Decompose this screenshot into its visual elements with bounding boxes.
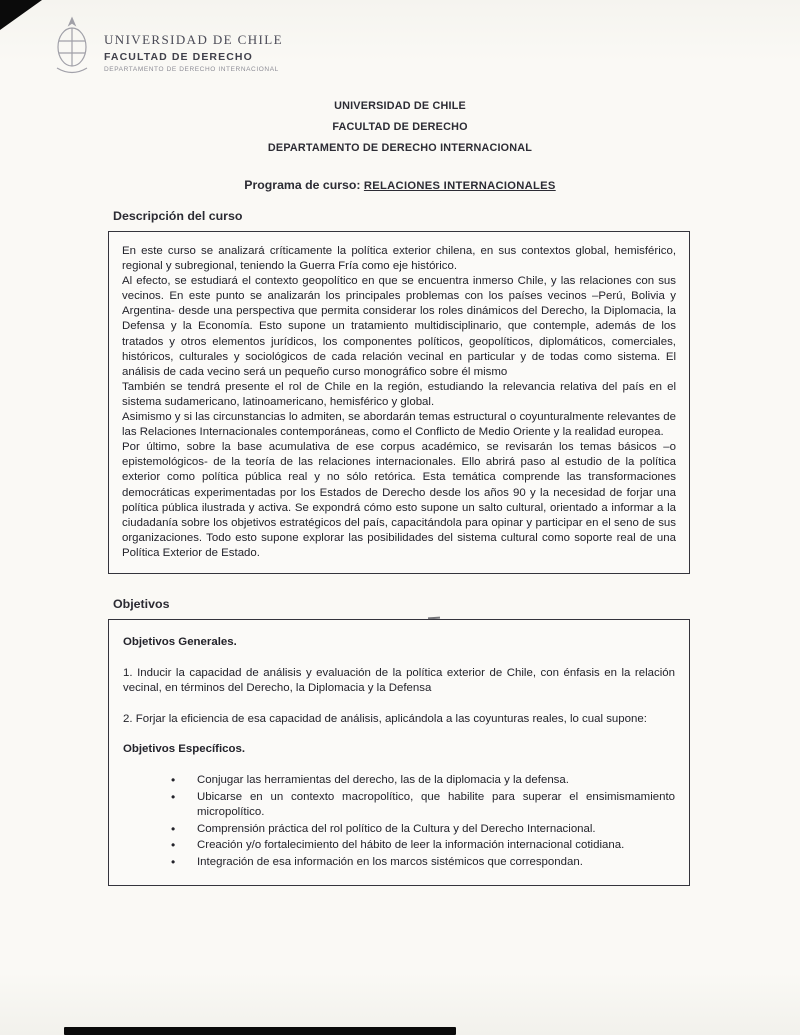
description-paragraph: En este curso se analizará críticamente la política exterior chilena, en sus contextos global, hemisférico, regional y subregional, teniendo la Guerra Fría como eje histórico. — [122, 245, 676, 273]
header-university: UNIVERSIDAD DE CHILE — [334, 100, 466, 112]
description-paragraph: Al efecto, se estudiará el contexto geopolítico en que se encuentra inmerso Chile, y las relaciones con sus vecinos. En este punto se analizarán los principales problemas con los países vecinos –Perú, Bolivia y Argentina- desde una perspectiva que permita considerar los roles dinámicos del Derecho, la Diplomacia, la Defensa y la Economía. Esto supone un tratamiento multidisciplinario, que contemple, además de los tratados y otros elementos jurídicos, los componentes políticos, geopolíticos, diplomáticos, comerciales, históricos, culturales y sociológicos de cada relación vecinal en particular y de todas como sistema. El análisis de cada vecino será un pequeño curso monográfico sobre él mismo — [122, 275, 676, 378]
scan-bottom-artifact — [64, 1027, 456, 1035]
letterhead-department: DEPARTAMENTO DE DERECHO INTERNACIONAL — [104, 66, 279, 73]
description-paragraph: Por último, sobre la base acumulativa de ese corpus académico, se revisarán los temas básicos –o epistemológicos- de la teoría de las relaciones internacionales. Ello abrirá paso al estudio de la política exterior como política pública real y no sólo retórica. Esta temática comprende las transformaciones democráticas experimentadas por los Estados de Derecho desde los años 90 y la necesidad de forjar una política pública ilustrada y activa. Se expondrá cómo esto supone un salto cultural, orientado a informar a la ciudadanía sobre los objetivos estratégicos del país, capacitándola para opinar y participar en el seno de sus organizaciones. Todo esto supone explorar las posibilidades del sistema cultural como soporte real de una Política Exterior de Estado. — [122, 441, 676, 559]
objective-specific-item: • Ubicarse en un contexto macropolítico, que habilite para superar el ensimismamiento micropolítico. — [169, 790, 675, 821]
header-faculty: FACULTAD DE DERECHO — [332, 121, 468, 133]
scan-corner-artifact — [0, 0, 42, 30]
letterhead-faculty: FACULTAD DE DERECHO — [104, 51, 253, 63]
objectives-box — [108, 619, 690, 886]
course-title — [0, 178, 800, 192]
section-heading-descripcion: Descripción del curso — [113, 209, 243, 223]
objective-specific-item: • Creación y/o fortalecimiento del hábito de leer la información internacional cotidiana. — [169, 838, 675, 854]
objective-specific-item: • Comprensión práctica del rol político de la Cultura y del Derecho Internacional. — [169, 822, 675, 838]
letterhead — [50, 16, 283, 76]
objective-general-item: 2. Forjar la eficiencia de esa capacidad de análisis, aplicándola a las coyunturas reales, lo cual supone: — [123, 712, 647, 725]
section-heading-objetivos: Objetivos — [113, 596, 170, 611]
course-title-prefix: Programa de curso: — [244, 178, 361, 192]
objectives-general-heading: Objetivos Generales. — [123, 635, 237, 648]
description-paragraph: Asimismo y si las circunstancias lo admiten, se abordarán temas estructural o coyunturalmente relevantes de las Relaciones Internacionales contemporáneas, como el Conflicto de Medio Oriente y la realidad europea. — [122, 411, 676, 439]
objectives-specific-list — [123, 773, 675, 871]
letterhead-university: UNIVERSIDAD DE CHILE — [104, 32, 283, 47]
letterhead-text — [104, 16, 283, 73]
description-paragraph: También se tendrá presente el rol de Chile en la región, estudiando la relevancia relativa del país en el sistema sudamericano, latinoamericano, hemisférico y global. — [122, 380, 676, 408]
objectives-specific-heading: Objetivos Específicos. — [123, 743, 246, 756]
university-crest-icon — [50, 16, 94, 76]
objective-specific-item: • Conjugar las herramientas del derecho, las de la diplomacia y la defensa. — [169, 773, 675, 789]
objective-general-item: 1. Inducir la capacidad de análisis y evaluación de la política exterior de Chile, con énfasis en la relación vecinal, en términos del Derecho, la Diplomacia y la Defensa — [123, 666, 675, 695]
header-department: DEPARTAMENTO DE DERECHO INTERNACIONAL — [267, 142, 533, 154]
description-box — [108, 231, 690, 574]
objective-specific-item: • Integración de esa información en los marcos sistémicos que correspondan. — [169, 855, 675, 871]
course-title-name: RELACIONES INTERNACIONALES — [363, 180, 556, 192]
